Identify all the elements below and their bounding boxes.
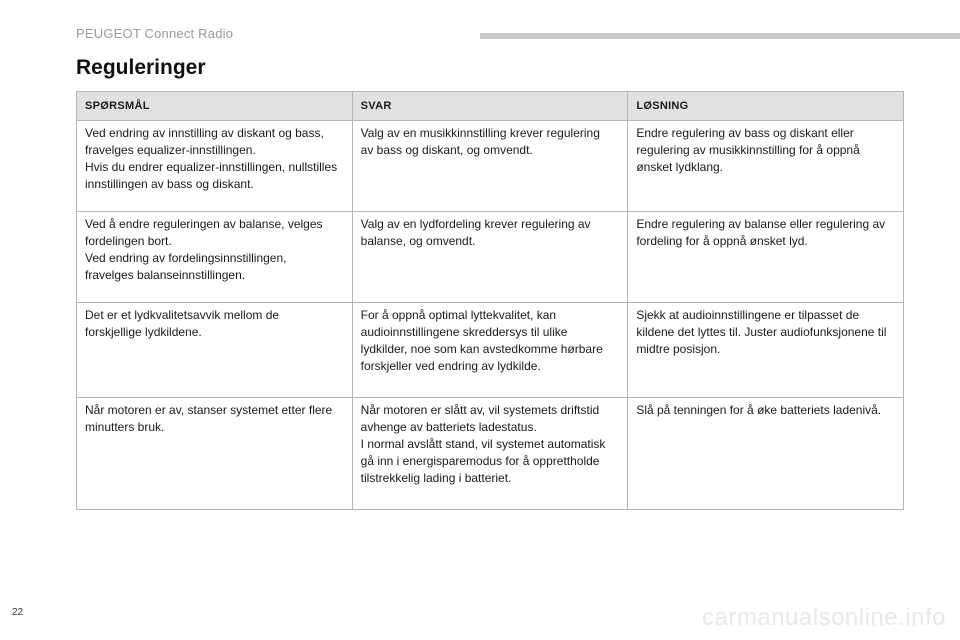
column-header-solution: LØSNING [628,92,904,121]
cell-text: Endre regulering av balanse eller regulering av fordeling for å oppnå ønsket lyd. [636,217,886,248]
cell-question [77,212,353,303]
table-header-row [77,92,904,121]
column-header-question: SPØRSMÅL [77,92,353,121]
cell-text: Sjekk at audioinnstillingene er tilpasset de kildene det lyttes til. Juster audiofunksjonene til midtre posisjon. [636,308,887,356]
cell-question [77,398,353,510]
cell-text: Slå på tenningen for å øke batteriets ladenivå. [636,403,882,417]
cell-text: Det er et lydkvalitetsavvik mellom de forskjellige lydkildene. [85,308,280,339]
cell-solution [628,303,904,398]
table-row [77,398,904,510]
cell-answer [352,303,628,398]
table-row [77,303,904,398]
page-heading: Reguleringer [76,56,206,79]
cell-text: Når motoren er slått av, vil systemets driftstid avhenge av batteriets ladestatus. I normal avslått stand, vil systemet automatisk gå inn i energisparemodus for å opprettholde tilstrekkelig lading i batteriet. [360,403,606,485]
column-header-answer: SVAR [352,92,628,121]
header-title: PEUGEOT Connect Radio [76,26,234,41]
cell-answer [352,212,628,303]
cell-question [77,121,353,212]
table-row [77,212,904,303]
cell-answer [352,398,628,510]
cell-text: Ved å endre reguleringen av balanse, velges fordelingen bort. Ved endring av fordelingsinnstillingen, fravelges balanseinnstillingen. [85,217,323,282]
cell-text: Valg av en musikkinnstilling krever regulering av bass og diskant, og omvendt. [360,126,600,157]
cell-solution [628,398,904,510]
table-row [77,121,904,212]
page-number: 22 [12,607,24,618]
cell-solution [628,212,904,303]
cell-text: Endre regulering av bass og diskant eller regulering av musikkinnstilling for å oppnå ønsket lydklang. [636,126,860,174]
cell-solution [628,121,904,212]
cell-text: Valg av en lydfordeling krever regulering av balanse, og omvendt. [360,217,591,248]
cell-answer [352,121,628,212]
watermark: carmanualsonline.info [702,604,946,631]
troubleshooting-table [76,91,904,510]
cell-text: Når motoren er av, stanser systemet etter flere minutters bruk. [85,403,333,434]
header-divider-bar [480,33,960,39]
cell-question [77,303,353,398]
cell-text: For å oppnå optimal lyttekvalitet, kan audioinnstillingene skreddersys til ulike lydkilder, noe som kan avstedkomme hørbare forskjeller ved endring av lydkilde. [360,308,603,373]
cell-text: Ved endring av innstilling av diskant og bass, fravelges equalizer-innstillingen. Hvis du endrer equalizer-innstillingen, nullstilles innstillingen av bass og diskant. [85,126,338,191]
